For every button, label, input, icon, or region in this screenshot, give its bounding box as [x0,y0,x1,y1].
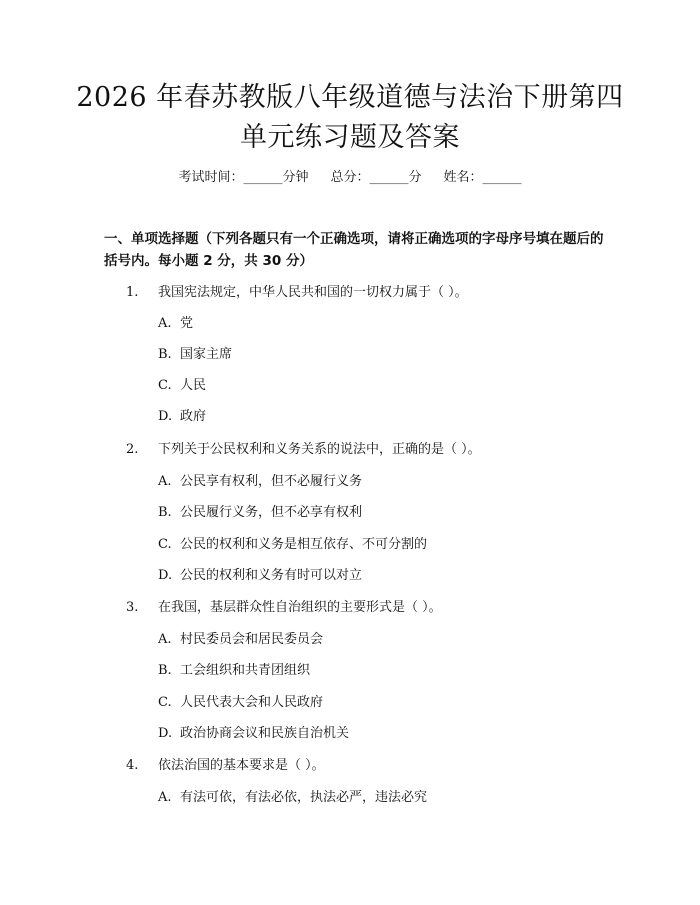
option-text: 有法可依，有法必依，执法必严，违法必究 [180,790,428,805]
option-text: 人民代表大会和人民政府 [180,695,324,710]
question-2-option-c [158,535,427,555]
section-heading-single-choice: 一、单项选择题（下列各题只有一个正确选项，请将正确选项的字母序号填在题后的括号内。每小题 2 分，共 30 分） [104,231,604,269]
option-letter: C. [158,695,172,710]
option-letter: A. [158,790,172,805]
option-text: 工会组织和共青团组织 [180,663,311,678]
question-1-option-d [158,407,206,427]
student-name-blank: ______ [482,170,522,185]
option-letter: D. [158,726,173,741]
student-name-label: 姓名： [443,170,483,185]
question-text: 下列关于公民权利和义务关系的说法中，正确的是（ ）。 [158,442,481,457]
option-letter: B. [158,505,172,520]
exam-time-unit: 分钟 [282,170,309,185]
question-1-option-c [158,376,206,396]
option-text: 公民的权利和义务是相互依存、不可分割的 [180,537,428,552]
option-text: 政治协商会议和民族自治机关 [180,726,350,741]
question-3-option-a [158,630,323,650]
question-number: 4. [126,758,139,773]
question-3-option-b [158,661,310,681]
option-letter: A. [158,474,172,489]
option-letter: A. [158,316,172,331]
exam-info-line [0,168,700,188]
document-title-line-2: 单元练习题及答案 [240,122,460,153]
question-2-option-b [158,503,362,523]
question-2-option-d [158,566,362,586]
question-1-option-b [158,345,232,365]
question-text: 我国宪法规定，中华人民共和国的一切权力属于（ ）。 [158,285,468,300]
option-letter: D. [158,409,173,424]
question-3-option-d [158,724,349,744]
option-letter: D. [158,568,173,583]
question-3-stem [126,598,442,618]
total-score-unit: 分 [408,170,422,185]
exam-time-label: 考试时间： [178,170,244,185]
total-score-blank: ______ [369,170,409,185]
option-letter: C. [158,378,172,393]
question-number: 1. [126,285,139,300]
option-text: 公民履行义务，但不必享有权利 [180,505,363,520]
question-2-stem [126,440,481,460]
question-3-option-c [158,693,323,713]
question-number: 2. [126,442,139,457]
option-letter: B. [158,663,172,678]
document-title-line-1: 2026 年春苏教版八年级道德与法治下册第四 [76,82,624,113]
option-text: 公民的权利和义务有时可以对立 [180,568,363,583]
question-number: 3. [126,600,139,615]
option-letter: A. [158,632,172,647]
option-text: 国家主席 [180,347,233,362]
question-1-stem [126,283,468,303]
question-text: 在我国，基层群众性自治组织的主要形式是（ ）。 [158,600,442,615]
question-2-option-a [158,472,362,492]
option-text: 村民委员会和居民委员会 [180,632,324,647]
question-1-option-a [158,314,193,334]
option-text: 党 [180,316,194,331]
option-text: 人民 [180,378,207,393]
option-letter: C. [158,537,172,552]
question-4-stem [126,756,325,776]
question-4-option-a [158,788,427,808]
option-text: 政府 [180,409,207,424]
total-score-label: 总分： [330,170,370,185]
option-text: 公民享有权利，但不必履行义务 [180,474,363,489]
exam-time-blank: ______ [243,170,283,185]
question-text: 依法治国的基本要求是（ ）。 [158,758,325,773]
option-letter: B. [158,347,172,362]
